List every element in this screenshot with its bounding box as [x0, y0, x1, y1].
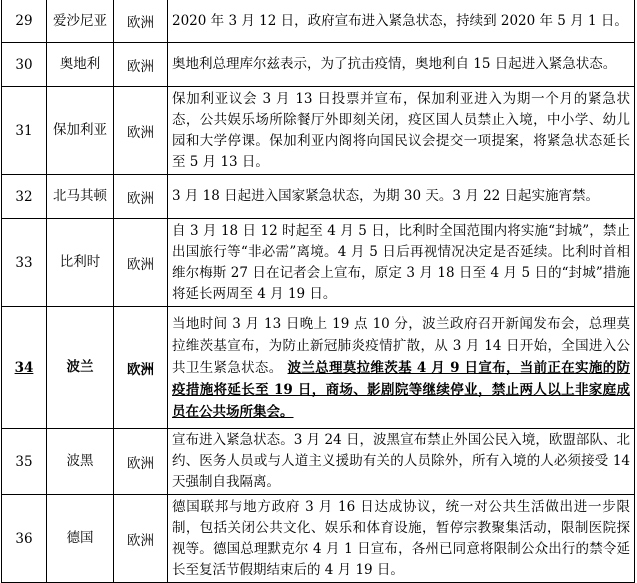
row-number: 30 — [2, 43, 47, 87]
description-cell: 2020 年 3 月 12 日，政府宣布进入紧急状态，持续到 2020 年 5 月 1 日。 — [168, 0, 635, 43]
row-number: 35 — [2, 429, 47, 495]
description-highlight: 波兰总理莫拉维茨基 4 月 9 日宣布，当前正在实施的防疫措施将延长至 19 日，商场、影剧院等继续停业，禁止两人以上非家庭成员在公共场所集会。 — [172, 359, 631, 420]
row-number: 32 — [2, 175, 47, 219]
table-row-highlighted — [2, 307, 635, 429]
description-cell — [168, 307, 635, 429]
region-cell: 欧洲 — [114, 175, 168, 219]
region-cell: 欧洲 — [114, 0, 168, 43]
country-cell: 保加利亚 — [47, 87, 114, 175]
table-row — [2, 43, 635, 87]
description-cell: 德国联邦与地方政府 3 月 16 日达成协议，统一对公共生活做出进一步限制，包括关闭公共文化、娱乐和体育设施，暂停宗教聚集活动，限制医院探视等。德国总理默克尔 4 月 1 日宣布，各州已同意将限制公众出行的禁令延长至复活节假期结束后的 4 月 19 日。 — [168, 495, 635, 583]
region-cell: 欧洲 — [114, 307, 168, 429]
table-row — [2, 495, 635, 583]
region-cell: 欧洲 — [114, 429, 168, 495]
region-cell: 欧洲 — [114, 219, 168, 307]
description-cell: 保加利亚议会 3 月 13 日投票并宣布，保加利亚进入为期一个月的紧急状态，公共娱乐场所除餐厅外即刻关闭，疫区国人员禁止入境，中小学、幼儿园和大学停课。保加利亚内阁将向国民议会提交一项提案，将紧急状态延长至 5 月 13 日。 — [168, 87, 635, 175]
region-cell: 欧洲 — [114, 87, 168, 175]
region-cell: 欧洲 — [114, 43, 168, 87]
row-number: 36 — [2, 495, 47, 583]
table-row — [2, 0, 635, 43]
description-cell: 宣布进入紧急状态。3 月 24 日，波黑宣布禁止外国公民入境，欧盟部队、北约、医务人员或与人道主义援助有关的人员除外，所有入境的人必须接受 14 天强制自我隔离。 — [168, 429, 635, 495]
row-number-text: 34 — [14, 359, 34, 376]
row-number: 29 — [2, 0, 47, 43]
table-row — [2, 175, 635, 219]
region-cell: 欧洲 — [114, 495, 168, 583]
table-row — [2, 219, 635, 307]
row-number: 31 — [2, 87, 47, 175]
description-text: 当地时间 3 月 13 日晚上 19 点 10 分，波兰政府召开新闻发布会，总理莫拉维茨基宣布，为防止新冠肺炎疫情扩散，从 3 月 14 日开始，全国进入公共卫生紧急状态。 — [172, 315, 630, 376]
row-number — [2, 307, 47, 429]
description-cell: 奥地利总理库尔兹表示，为了抗击疫情，奥地利自 15 日起进入紧急状态。 — [168, 43, 635, 87]
country-cell: 波兰 — [47, 307, 114, 429]
country-cell: 德国 — [47, 495, 114, 583]
description-cell: 自 3 月 18 日 12 时起至 4 月 5 日，比利时全国范围内将实施“封城”，禁止出国旅行等“非必需”离境。4 月 5 日后再视情况决定是否延续。比利时首相维尔梅斯 27 日在记者会上宣布，原定 3 月 18 日至 4 月 5 日的“封城”措施将延长两周至 4 月 19 日。 — [168, 219, 635, 307]
country-cell: 爱沙尼亚 — [47, 0, 114, 43]
country-cell: 奥地利 — [47, 43, 114, 87]
table-row — [2, 87, 635, 175]
description-cell: 3 月 18 日起进入国家紧急状态，为期 30 天。3 月 22 日起实施宵禁。 — [168, 175, 635, 219]
row-number: 33 — [2, 219, 47, 307]
country-cell: 北马其顿 — [47, 175, 114, 219]
emergency-measures-table — [1, 0, 635, 583]
table-row — [2, 429, 635, 495]
country-cell: 波黑 — [47, 429, 114, 495]
country-cell: 比利时 — [47, 219, 114, 307]
